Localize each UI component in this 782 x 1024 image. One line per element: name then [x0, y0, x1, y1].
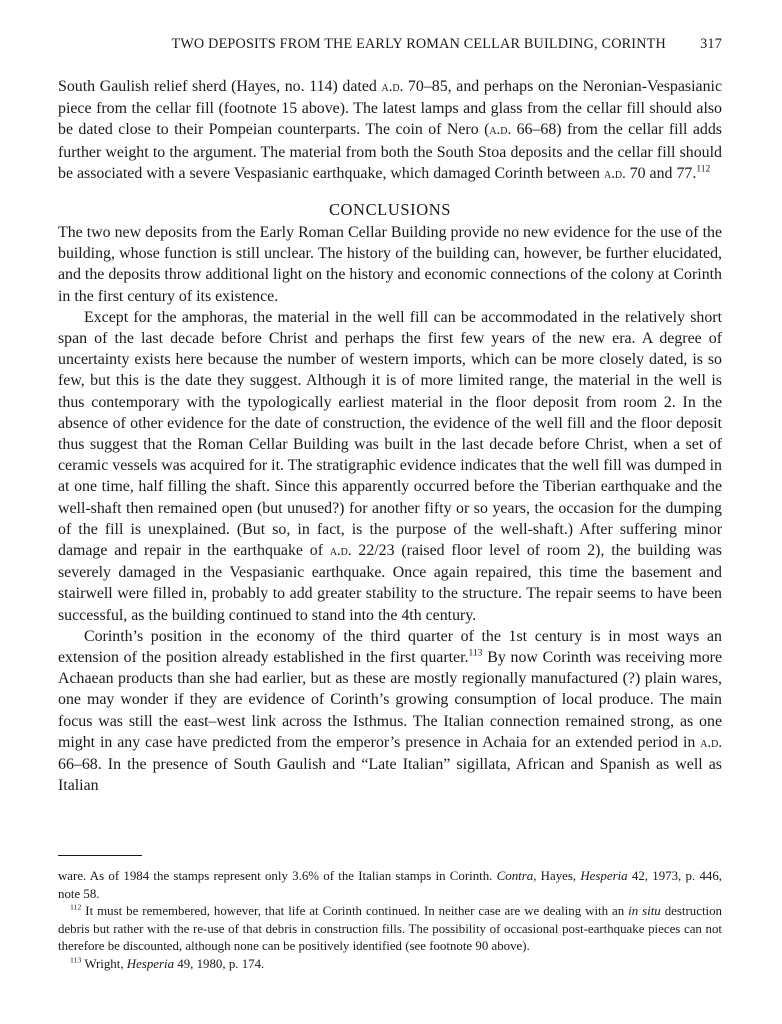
footnote-number: 112	[70, 902, 82, 912]
paragraph-2: The two new deposits from the Early Roman Cellar Building provide no new evidence for the use of the building, whose function is still unclear. The history of the building can, however, be further elucidated, and the deposits throw additional light on the history and economic connections of the colony at Corinth in the first century of its existence.	[58, 224, 722, 305]
page-number: 317	[700, 36, 722, 52]
running-header	[58, 36, 722, 56]
footnotes	[58, 868, 722, 974]
footnote-divider	[58, 855, 142, 856]
document-page	[58, 36, 722, 1011]
paragraph-1: South Gaulish relief sherd (Hayes, no. 114) dated a.d. 70–85, and perhaps on the Neronian-Vespasianic piece from the cellar fill (footnote 15 above). The latest lamps and glass from the cellar fill should also be dated close to their Pompeian counterparts. The coin of Nero (a.d. 66–68) from the cellar fill adds further weight to the argument. The material from both the South Stoa deposits and the cellar fill should be associated with a severe Vespasianic earthquake, which damaged Corinth between a.d. 70 and 77.$^{112}$	[58, 78, 723, 182]
footnote-ref-113[interactable]: 113	[468, 647, 483, 659]
era-abbrev: a.d.	[603, 165, 626, 182]
section-heading: CONCLUSIONS	[328, 200, 452, 220]
footnote-continuation: ware. As of 1984 the stamps represent only 3.6% of the Italian stamps in Corinth. Contra, Hayes, Hesperia 42, 1973, p. 446, note 58.	[58, 869, 723, 901]
era-abbrev: a.d.	[700, 734, 722, 751]
footnote-ref-112[interactable]: 112	[696, 163, 711, 175]
era-abbrev: a.d.	[489, 122, 512, 139]
footnote-112: $^{112}$ It must be remembered, however, that life at Corinth continued. In neither case are we dealing with an in situ destruction debris but rather with the re-use of that debris in construction fills. The possibility of occasional post-earthquake pieces can not therefore be discounted, although none can be positively identified (see footnote 90 above).	[58, 902, 723, 954]
footnote-113: $^{113}$ Wright, Hesperia 49, 1980, p. 174.	[70, 955, 265, 971]
paragraph-3: Except for the amphoras, the material in the well fill can be accommodated in the relatively short span of the last decade before Christ and perhaps the first few years of the new era. A degree of uncertainty exists here because the number of western imports, which can be more closely dated, is so few, but this is the date they suggest. Although it is of more limited range, the material in the well is thus contemporary with the typologically earliest material in the floor deposit from room 2. In the absence of other evidence for the date of construction, the evidence of the well fill and the floor deposit thus suggest that the Roman Cellar Building was built in the last decade before Christ, when a set of ceramic vessels was acquired for it. The stratigraphic evidence indicates that the well fill was dumped in at one time, half filling the shaft. Since this apparently occurred before the Tiberian earthquake and the well-shaft then remained open (but unused?) for another fifty or so years, the occasion for the dumping of the fill is unexplained. (But so, in fact, is the purpose of the well-shaft.) After suffering minor damage and repair in the earthquake of a.d. 22/23 (raised floor level of room 2), the building was severely damaged in the Vespasianic earthquake. Once again repaired, this time the basement and stairwell were filled in, probably to add greater stability to the structure. The repair seems to have been successful, as the building continued to stand into the 4th century.	[58, 308, 722, 624]
era-abbrev: a.d.	[329, 543, 352, 560]
running-title: TWO DEPOSITS FROM THE EARLY ROMAN CELLAR BUILDING, CORINTH	[171, 36, 666, 52]
main-text	[58, 76, 722, 797]
footnote-number: 113	[70, 955, 82, 965]
era-abbrev: a.d.	[381, 79, 404, 95]
paragraph-4: Corinth’s position in the economy of the third quarter of the 1st century is in most ways an extension of the position already established in the first quarter.$^{113}$ By now Corinth was receiving more Achaean products than she had earlier, but as these are mostly regionally manufactured (?) plain wares, one may wonder if they are evidence of Corinth’s growing consumption of local produce. The main focus was still the east–west link across the Isthmus. The Italian connection remained strong, as one might in any case have predicted from the emperor’s presence in Achaia for an extended period in a.d. 66–68. In the presence of South Gaulish and “Late Italian” sigillata, African and Spanish as well as Italian	[58, 627, 722, 795]
